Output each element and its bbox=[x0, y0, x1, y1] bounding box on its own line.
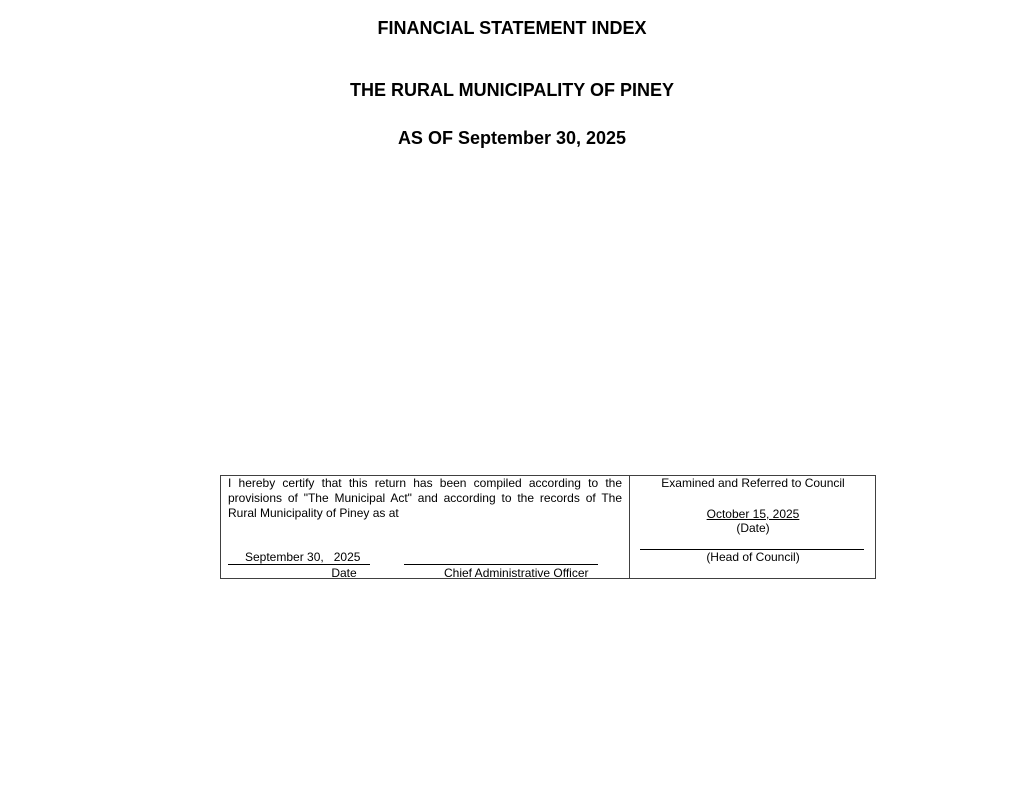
cao-signature-line bbox=[404, 564, 598, 565]
certification-date-value: September 30, 2025 bbox=[245, 550, 361, 564]
council-date-label: (Date) bbox=[736, 521, 770, 535]
document-title: FINANCIAL STATEMENT INDEX bbox=[377, 18, 647, 38]
council-heading: Examined and Referred to Council bbox=[661, 476, 845, 490]
certification-date-line bbox=[228, 564, 370, 565]
certification-statement: I hereby certify that this return has been compiled according to the provisions of "The Municipal Act" and according to the records of The Rural Municipality of Piney as at bbox=[228, 476, 622, 520]
council-date-value: October 15, 2025 bbox=[706, 507, 800, 521]
cao-label: Chief Administrative Officer bbox=[444, 566, 589, 580]
certification-date-label: Date bbox=[331, 566, 357, 580]
head-of-council-label: (Head of Council) bbox=[706, 550, 800, 564]
as-of-date: AS OF September 30, 2025 bbox=[397, 128, 627, 148]
municipality-name: THE RURAL MUNICIPALITY OF PINEY bbox=[349, 80, 675, 100]
